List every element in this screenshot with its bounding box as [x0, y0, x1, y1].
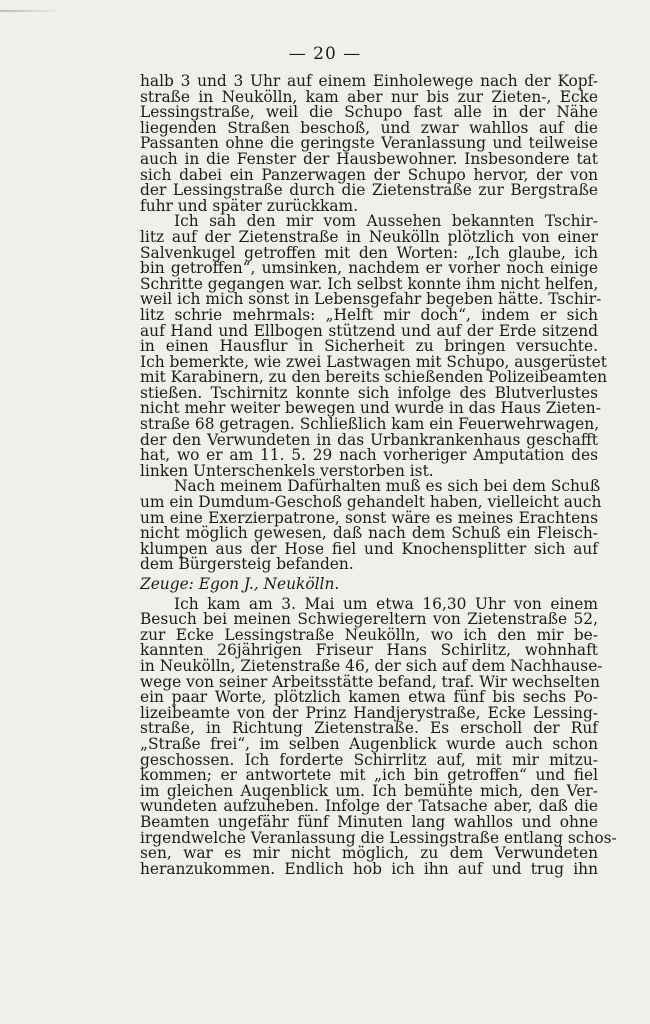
page-number: — 20 —	[288, 44, 362, 64]
text-line: in einen Hausflur in Sicherheit zu bringen versuchte.	[140, 337, 598, 356]
text-line: nicht möglich gewesen, daß nach dem Schuß ein Fleisch-	[140, 524, 598, 543]
text-line: litz auf der Zietenstraße in Neukölln plötzlich von einer	[140, 227, 598, 246]
text-line: Salvenkugel getroffen mit den Worten: „Ich glaube, ich	[140, 243, 598, 262]
text-line: klumpen aus der Hose fiel und Knochensplitter sich auf	[140, 539, 598, 558]
text-line: liegenden Straßen beschoß, und zwar wahllos auf die	[140, 118, 598, 137]
text-line: „Straße frei“, im selben Augenblick wurde auch schon	[140, 734, 598, 753]
text-line: kannten 26jährigen Friseur Hans Schirlitz, wohnhaft	[140, 641, 598, 660]
text-line: weil ich mich sonst in Lebensgefahr begeben hätte. Tschir-	[140, 290, 602, 309]
text-line: fuhr und später zurückkam.	[140, 196, 359, 215]
text-line: um ein Dumdum-Geschoß gehandelt haben, vielleicht auch	[140, 493, 602, 512]
text-line: irgendwelche Veranlassung die Lessingstraße entlang schos-	[140, 828, 617, 847]
text-line: Beamten ungefähr fünf Minuten lang wahllos und ohne	[140, 812, 598, 831]
text-line: der den Verwundeten in das Urbankrankenhaus geschafft	[140, 430, 598, 449]
body-text	[140, 72, 617, 878]
text-line: bin getroffen“, umsinken, nachdem er vorher noch einige	[140, 259, 598, 278]
text-line: straße in Neukölln, kam aber nur bis zur Zieten-, Ecke	[140, 87, 598, 106]
text-line: litz schrie mehrmals: „Helft mir doch“, indem er sich	[140, 305, 598, 324]
text-line: halb 3 und 3 Uhr auf einem Einholewege nach der Kopf-	[140, 72, 598, 90]
text-line: linken Unterschenkels verstorben ist.	[140, 461, 434, 480]
text-line: hat, wo er am 11. 5. 29 nach vorheriger Amputation des	[140, 446, 598, 465]
text-line: Nach meinem Dafürhalten muß es sich bei dem Schuß	[174, 477, 601, 496]
text-line: straße, in Richtung Zietenstraße. Es erscholl der Ruf	[140, 719, 598, 738]
text-line: auf Hand und Ellbogen stützend und auf der Erde sitzend	[140, 321, 598, 340]
text-line: geschossen. Ich forderte Schirrlitz auf, mit mir mitzu-	[140, 750, 598, 769]
text-line: Besuch bei meinen Schwiegereltern von Zietenstraße 52,	[140, 610, 598, 629]
text-line: auch in die Fenster der Hausbewohner. Insbesondere tat	[140, 149, 598, 168]
text-line: der Lessingstraße durch die Zietenstraße zur Bergstraße	[140, 181, 598, 200]
scan-edge-mark	[0, 10, 60, 12]
text-line: mit Karabinern, zu den bereits schießenden Polizeibeamten	[140, 368, 608, 387]
text-line: heranzukommen. Endlich hob ich ihn auf und trug ihn	[140, 859, 598, 878]
text-line: stießen. Tschirnitz konnte sich infolge des Blutverlustes	[140, 383, 598, 402]
text-line: zur Ecke Lessingstraße Neukölln, wo ich den mir be-	[140, 625, 598, 644]
text-line: in Neukölln, Zietenstraße 46, der sich auf dem Nachhause-	[140, 656, 603, 675]
text-line: lizeibeamte von der Prinz Handjerystraße, Ecke Lessing-	[140, 703, 598, 722]
text-line: nicht mehr weiter bewegen und wurde in das Haus Zieten-	[140, 399, 601, 418]
text-line: Ich sah den mir vom Aussehen bekannten Tschir-	[174, 212, 598, 231]
text-line: wege von seiner Arbeitsstätte befand, traf. Wir wechselten	[140, 672, 600, 691]
text-line: im gleichen Augenblick um. Ich bemühte mich, den Ver-	[140, 781, 598, 800]
text-line: sich dabei ein Panzerwagen der Schupo hervor, der von	[140, 165, 598, 184]
text-line: ein paar Worte, plötzlich kamen etwa fünf bis sechs Po-	[140, 688, 598, 707]
text-line: dem Bürgersteig befanden.	[140, 555, 354, 574]
text-line: sen, war es mir nicht möglich, zu dem Verwundeten	[140, 844, 598, 863]
text-line: Ich bemerkte, wie zwei Lastwagen mit Schupo, ausgerüstet	[140, 352, 607, 371]
text-line: kommen; er antwortete mit „ich bin getroffen“ und fiel	[140, 766, 598, 785]
witness-heading: Zeuge: Egon J., Neukölln.	[140, 575, 340, 593]
text-line: um eine Exerzierpatrone, sonst wäre es meines Erachtens	[140, 508, 598, 527]
text-line: wundeten aufzuheben. Infolge der Tatsache aber, daß die	[140, 797, 598, 816]
text-line: Schritte gegangen war. Ich selbst konnte ihm nicht helfen,	[140, 274, 599, 293]
text-line: Lessingstraße, weil die Schupo fast alle in der Nähe	[140, 103, 598, 122]
text-line: Passanten ohne die geringste Veranlassung und teilweise	[140, 134, 598, 153]
text-line: straße 68 getragen. Schließlich kam ein Feuerwehrwagen,	[140, 415, 600, 434]
text-line: Ich kam am 3. Mai um etwa 16,30 Uhr von einem	[174, 594, 598, 613]
